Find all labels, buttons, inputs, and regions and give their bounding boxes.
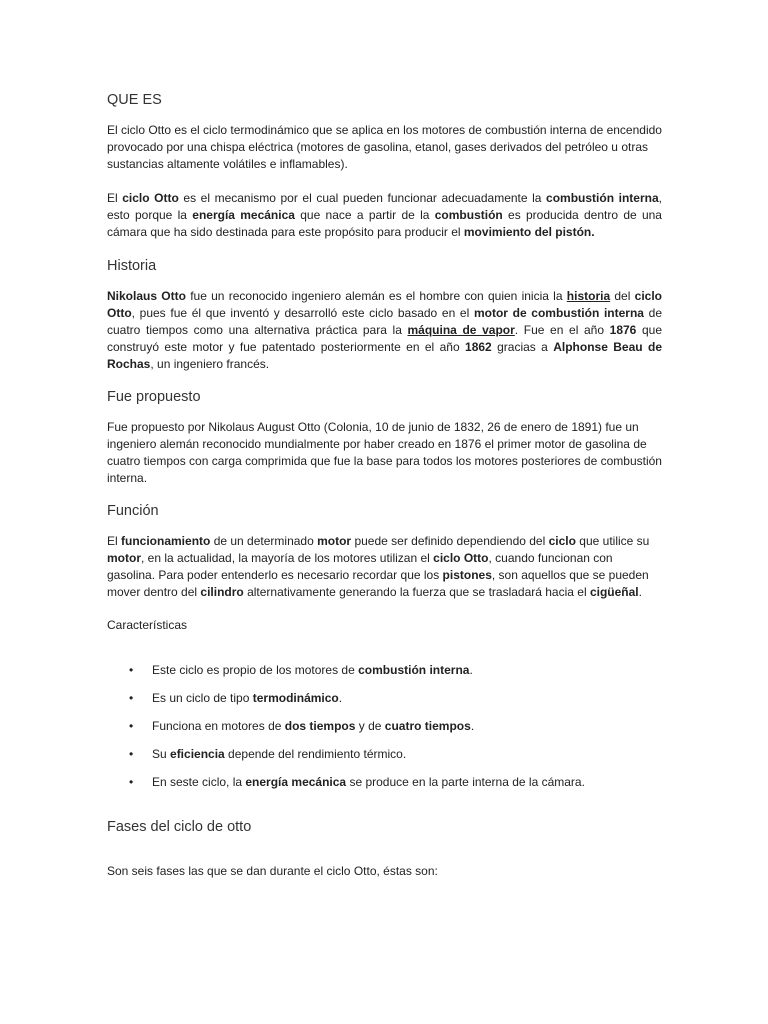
heading-fases: Fases del ciclo de otto: [107, 819, 252, 835]
list-item: • Funciona en motores de dos tiempos y de cuatro tiempos.: [129, 719, 475, 733]
heading-caracteristicas: Características: [107, 618, 188, 632]
bullet-icon: •: [129, 719, 134, 733]
list-item: • Este ciclo es propio de los motores de combustión interna.: [129, 663, 473, 677]
bullet-icon: •: [129, 775, 134, 789]
heading-historia: Historia: [107, 258, 157, 274]
heading-fue-propuesto: Fue propuesto: [107, 389, 201, 405]
list-item: • Su eficiencia depende del rendimiento térmico.: [129, 747, 407, 761]
heading-que-es: QUE ES: [107, 92, 162, 108]
list-item: • Es un ciclo de tipo termodinámico.: [129, 691, 343, 705]
document-page: [107, 90, 662, 880]
paragraph-fue-propuesto: Fue propuesto por Nikolaus August Otto (Colonia, 10 de junio de 1832, 26 de enero de 1891) fue un ingeniero alemán reconocido mundialmente por haber creado en 1876 el primer motor de gasolina de cuatro tiempos con carga comprimida que fue la base para todos los motores posteriores de combustión interna.: [107, 420, 662, 485]
bullet-icon: •: [129, 663, 134, 677]
bullet-icon: •: [129, 747, 134, 761]
link-historia[interactable]: historia: [566, 289, 611, 303]
paragraph-ciclo-otto: El ciclo Otto es el mecanismo por el cual pueden funcionar adecuadamente la combustión interna, esto porque la energía mecánica que nace a partir de la combustión es producida dentro de una cámara que ha sido destinada para este propósito para producir el movimiento del pistón.: [107, 191, 662, 239]
paragraph-historia: Nikolaus Otto fue un reconocido ingeniero alemán es el hombre con quien inicia la historia del ciclo Otto, pues fue él que inventó y desarrolló este ciclo basado en el motor de combustión interna de cuatro tiempos como una alternativa práctica para la máquina de vapor. Fue en el año 1876 que construyó este motor y fue patentado posteriormente en el año 1862 gracias a Alphonse Beau de Rochas, un ingeniero francés.: [107, 289, 663, 371]
characteristics-list: [107, 662, 662, 791]
list-item: • En seste ciclo, la energía mecánica se produce en la parte interna de la cámara.: [129, 775, 585, 789]
heading-funcion: Función: [107, 503, 159, 519]
paragraph-funcion: El funcionamiento de un determinado motor puede ser definido dependiendo del ciclo que utilice su motor, en la actualidad, la mayoría de los motores utilizan el ciclo Otto, cuando funcionan con gasolina. Para poder entenderlo es necesario recordar que los pistones, son aquellos que se pueden mover dentro del cilindro alternativamente generando la fuerza que se trasladará hacia el cigüeñal.: [107, 534, 650, 599]
paragraph-definition: El ciclo Otto es el ciclo termodinámico que se aplica en los motores de combustión interna de encendido provocado por una chispa eléctrica (motores de gasolina, etanol, gases derivados del petróleo u otras sustancias altamente volátiles e inflamables).: [107, 123, 662, 171]
link-maquina-de-vapor[interactable]: máquina de vapor: [407, 323, 515, 337]
bullet-icon: •: [129, 691, 134, 705]
paragraph-fases: Son seis fases las que se dan durante el ciclo Otto, éstas son:: [107, 864, 438, 878]
